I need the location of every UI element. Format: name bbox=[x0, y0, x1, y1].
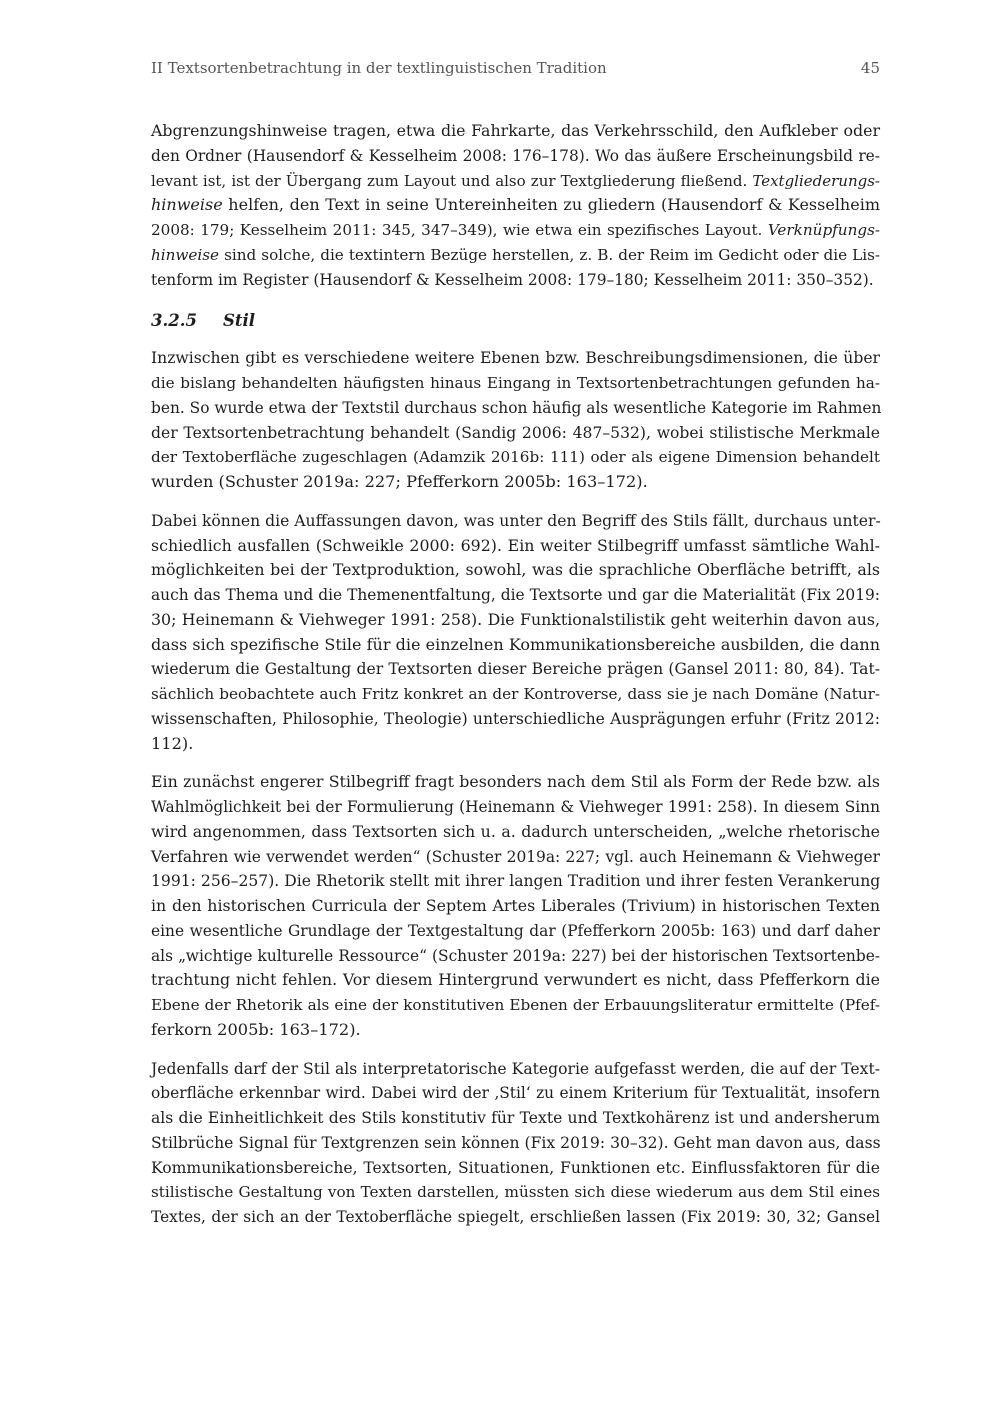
text-line: dass sich spezifische Stile für die einzelnen Kommunikationsbereiche ausbilden, die dann bbox=[151, 634, 880, 654]
text-line: wurden (Schuster 2019a: 227; Pfefferkorn 2005b: 163–172). bbox=[151, 472, 648, 491]
paragraph-4 bbox=[151, 770, 880, 1042]
text-line: Wahlmöglichkeit bei der Formulierung (Heinemann & Viehweger 1991: 258). In diesem Sinn bbox=[151, 798, 880, 816]
text-line: 112). bbox=[151, 733, 194, 753]
paragraph-5 bbox=[151, 1057, 880, 1230]
text-line: den Ordner (Hausendorf & Kesselheim 2008: 176–178). Wo das äußere Erscheinungsbild re- bbox=[151, 146, 880, 165]
text-line: 1991: 256–257). Die Rhetorik stellt mit ihrer langen Tradition und ihrer festen Verankerung bbox=[151, 872, 881, 891]
text-line: Verfahren wie verwendet werden“ (Schuster 2019a: 227; vgl. auch Heinemann & Viehweger bbox=[151, 847, 880, 866]
text-line: als die Einheitlichkeit des Stils konstitutiv für Texte und Textkohärenz ist und andersherum bbox=[151, 1109, 880, 1127]
text-line: Abgrenzungshinweise tragen, etwa die Fahrkarte, das Verkehrsschild, den Aufkleber oder bbox=[151, 121, 880, 140]
text-line: Stilbrüche Signal für Textgrenzen sein können (Fix 2019: 30–32). Geht man davon aus, dass bbox=[151, 1133, 881, 1152]
text-line: schiedlich ausfallen (Schweikle 2000: 692). Ein weiter Stilbegriff umfasst sämtliche Wahl- bbox=[151, 535, 880, 555]
text-line: Inzwischen gibt es verschiedene weitere Ebenen bzw. Beschreibungsdimensionen, die über bbox=[151, 349, 880, 368]
italic-term: Textgliederungs- bbox=[752, 171, 880, 190]
text-line: auch das Thema und die Themenentfaltung, die Textsorte und gar die Materialität (Fix 2019: bbox=[151, 586, 880, 604]
italic-term: Verknüpfungs- bbox=[767, 221, 880, 239]
text-line: sächlich beobachtete auch Fritz konkret an der Kontroverse, dass sie je nach Domäne (Natur- bbox=[151, 685, 880, 703]
section-title: Stil bbox=[223, 311, 256, 331]
text-line: Jedenfalls darf der Stil als interpretatorische Kategorie aufgefasst werden, die auf der Text- bbox=[151, 1059, 880, 1078]
section-heading bbox=[151, 309, 880, 333]
text-run: 2008: 179; Kesselheim 2011: 345, 347–349), wie etwa ein spezifisches Layout. bbox=[151, 221, 768, 239]
text-line: tenform im Register (Hausendorf & Kesselheim 2008: 179–180; Kesselheim 2011: 350–352). bbox=[151, 270, 874, 289]
text-line bbox=[151, 243, 880, 268]
text-line: eine wesentliche Grundlage der Textgestaltung dar (Pfefferkorn 2005b: 163) und darf daher bbox=[151, 921, 880, 940]
text-run: helfen, den Text in seine Untereinheiten zu gliedern (Hausendorf & Kesselheim bbox=[222, 195, 880, 215]
text-line bbox=[151, 193, 880, 218]
paragraph-gap bbox=[151, 1043, 880, 1057]
text-line: trachtung nicht fehlen. Vor diesem Hintergrund verwundert es nicht, dass Pfefferkorn die bbox=[151, 970, 880, 990]
text-line bbox=[151, 218, 880, 243]
body-text bbox=[151, 119, 880, 1230]
paragraph-2 bbox=[151, 346, 880, 495]
text-line: die bislang behandelten häufigsten hinaus Eingang in Textsortenbetrachtungen gefunden ha- bbox=[151, 374, 880, 392]
page-number: 45 bbox=[860, 59, 880, 77]
text-line: wiederum die Gestaltung der Textsorten dieser Bereiche prägen (Gansel 2011: 80, 84). Tat- bbox=[151, 660, 880, 679]
text-run: levant ist, ist der Übergang zum Layout und also zur Textgliederung fließend. bbox=[151, 171, 753, 190]
text-line: stilistische Gestaltung von Texten darstellen, müssten sich diese wiederum aus dem Stil eines bbox=[151, 1183, 880, 1202]
text-line: Ein zunächst engerer Stilbegriff fragt besonders nach dem Stil als Form der Rede bzw. als bbox=[151, 772, 880, 792]
text-line: möglichkeiten bei der Textproduktion, sowohl, was die sprachliche Oberfläche betrifft, als bbox=[151, 560, 880, 580]
running-header-title: II Textsortenbetrachtung in der textlinguistischen Tradition bbox=[151, 59, 607, 77]
text-line bbox=[151, 169, 880, 194]
section-number: 3.2.5 bbox=[151, 311, 197, 331]
text-line: in den historischen Curricula der Septem Artes Liberales (Trivium) in historischen Texten bbox=[151, 896, 880, 915]
text-line: 30; Heinemann & Viehweger 1991: 258). Die Funktionalstilistik geht weiterhin davon aus, bbox=[151, 609, 880, 629]
text-line: wird angenommen, dass Textsorten sich u. a. dadurch unterscheiden, „welche rhetorische bbox=[151, 821, 880, 841]
paragraph-gap bbox=[151, 756, 880, 770]
italic-term: hinweise bbox=[151, 195, 223, 215]
running-header bbox=[151, 59, 880, 83]
paragraph-1 bbox=[151, 119, 880, 292]
text-line: Kommunikationsbereiche, Textsorten, Situationen, Funktionen etc. Einflussfaktoren für die bbox=[151, 1158, 880, 1177]
text-line: oberfläche erkennbar wird. Dabei wird der ‚Stil‘ zu einem Kriterium für Textualität, insofern bbox=[151, 1084, 880, 1103]
italic-term: hinweise bbox=[151, 245, 220, 264]
text-line: als „wichtige kulturelle Ressource“ (Schuster 2019a: 227) bei der historischen Textsortenbe- bbox=[151, 946, 880, 965]
text-line: Dabei können die Auffassungen davon, was unter den Begriff des Stils fällt, durchaus unter- bbox=[151, 511, 881, 530]
text-line: wissenschaften, Philosophie, Theologie) unterschiedliche Ausprägungen erfuhr (Fritz 2012: bbox=[151, 709, 880, 728]
text-run: sind solche, die textintern Bezüge herstellen, z. B. der Reim im Gedicht oder die Lis- bbox=[219, 245, 880, 264]
paragraph-gap bbox=[151, 495, 880, 509]
text-line: ben. So wurde etwa der Textstil durchaus schon häufig als wesentliche Kategorie im Rahmen bbox=[151, 398, 882, 417]
text-line: Textes, der sich an der Textoberfläche spiegelt, erschließen lassen (Fix 2019: 30, 32; Gansel bbox=[151, 1208, 880, 1226]
paragraph-3 bbox=[151, 509, 880, 757]
text-line: ferkorn 2005b: 163–172). bbox=[151, 1019, 361, 1039]
text-line: der Textoberfläche zugeschlagen (Adamzik 2016b: 111) oder als eigene Dimension behandelt bbox=[151, 448, 880, 467]
text-line: der Textsortenbetrachtung behandelt (Sandig 2006: 487–532), wobei stilistische Merkmale bbox=[151, 423, 880, 442]
text-line: Ebene der Rhetorik als eine der konstitutiven Ebenen der Erbauungsliteratur ermittelte (Pfef- bbox=[151, 996, 880, 1014]
